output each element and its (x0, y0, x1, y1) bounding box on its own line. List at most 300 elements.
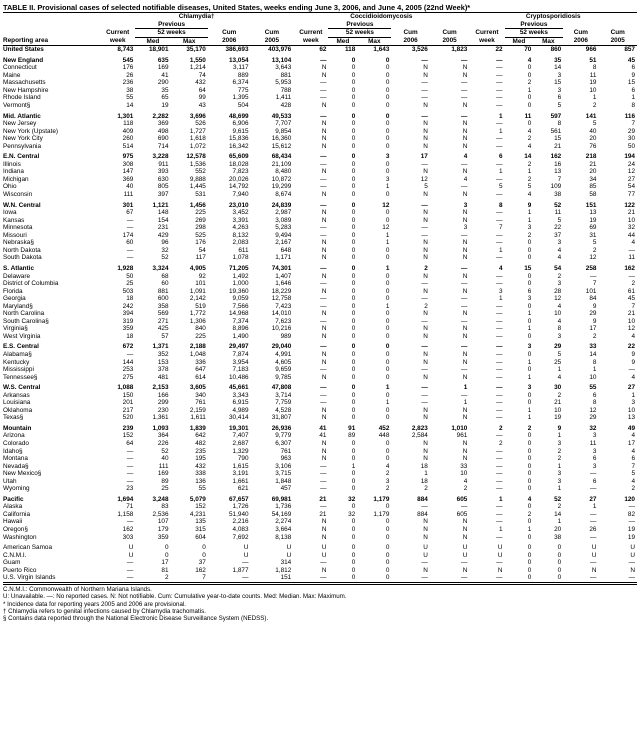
value-cell: 298 (195, 224, 206, 232)
value-cell: — (421, 56, 428, 64)
value-cell: 301 (122, 201, 134, 209)
value-cell: 4,989 (232, 406, 249, 414)
value-cell: 11 (554, 209, 562, 217)
value-cell: N (423, 102, 428, 110)
value-cell: 0 (351, 485, 356, 493)
value-cell: 1,618 (189, 135, 206, 143)
value-cell: 2,188 (189, 343, 206, 351)
value-cell: 0 (351, 358, 356, 366)
value-cell: U (462, 551, 468, 559)
value-cell: 9 (631, 358, 635, 366)
value-cell: 429 (157, 231, 169, 239)
value-cell: 7 (592, 280, 597, 288)
value-cell: 5 (592, 120, 597, 128)
value-cell: N (462, 191, 468, 199)
value-cell: 10,486 (229, 373, 249, 381)
value-cell: 7 (498, 224, 503, 232)
value-cell: N (462, 209, 468, 217)
value-cell: 49,533 (271, 112, 292, 120)
value-cell: 6 (592, 477, 597, 485)
value-cell: 226 (157, 439, 169, 447)
value-cell: 1 (385, 264, 390, 272)
value-cell: 0 (385, 358, 390, 366)
value-cell: 18,028 (229, 160, 249, 168)
footnote: C.N.M.I.: Commonwealth of Northern Mariana Islands. (3, 585, 152, 593)
value-cell: 4,991 (275, 350, 292, 358)
table-row (3, 399, 637, 407)
table-row (3, 288, 637, 296)
value-cell: — (496, 485, 503, 493)
value-cell: 0 (351, 64, 356, 72)
reporting-area-cell: Minnesota (3, 224, 33, 232)
value-cell: 1 (527, 406, 532, 414)
reporting-area-cell: Maine (3, 71, 21, 79)
value-cell: 21 (627, 209, 635, 217)
value-cell: N (321, 439, 327, 447)
value-cell: — (598, 574, 637, 582)
reporting-area-cell: Mountain (3, 424, 32, 432)
value-cell: 0 (351, 216, 356, 224)
value-cell: 0 (527, 366, 532, 374)
reporting-area-cell: Hawaii (3, 518, 23, 526)
value-cell: 235 (195, 447, 206, 455)
value-cell: 6,906 (232, 120, 249, 128)
value-cell: 0 (385, 414, 390, 422)
value-cell: — (496, 455, 503, 463)
value-cell: N (423, 287, 428, 295)
value-cell: U (591, 544, 597, 552)
cum-label: Cum (222, 29, 237, 37)
value-cell: 4 (631, 447, 635, 455)
value-cell: 8,132 (232, 231, 249, 239)
table-row (3, 295, 637, 303)
value-cell: 29 (589, 310, 597, 318)
value-cell: 761 (280, 447, 292, 455)
value-cell: 1,121 (152, 201, 169, 209)
value-cell: 635 (157, 56, 169, 64)
value-cell: 2,142 (189, 295, 206, 303)
value-cell: N (321, 254, 327, 262)
cum-label: Cum (610, 29, 625, 37)
value-cell: N (321, 64, 327, 72)
current-label: Current (475, 29, 499, 37)
value-cell: 111 (123, 191, 134, 199)
col-week: week (293, 37, 328, 46)
value-cell: U (321, 544, 327, 552)
value-cell: 0 (527, 551, 532, 559)
value-cell: N (423, 533, 428, 541)
cum-label: Cum (573, 29, 588, 37)
value-cell: 0 (351, 231, 356, 239)
value-cell: 2,153 (152, 384, 169, 392)
table-row (3, 440, 637, 448)
value-cell: 15 (524, 264, 532, 272)
value-cell: 28 (554, 287, 562, 295)
value-cell: 4,528 (275, 406, 292, 414)
value-cell: — (496, 350, 503, 358)
value-cell: 18 (126, 332, 134, 340)
value-cell: 481 (157, 373, 169, 381)
value-cell: 8 (631, 102, 635, 110)
value-cell: 336 (195, 358, 206, 366)
value-cell: 45 (627, 295, 635, 303)
value-cell: — (496, 175, 503, 183)
value-cell: 1 (592, 366, 597, 374)
value-cell: 169 (157, 470, 169, 478)
reporting-area-cell: Nebraska§ (3, 239, 34, 247)
value-cell: 1,694 (117, 495, 134, 503)
value-cell: 319 (122, 317, 134, 325)
value-cell: — (460, 56, 468, 64)
value-cell: 889 (237, 71, 249, 79)
value-cell: 4 (631, 432, 635, 440)
value-cell: 0 (351, 551, 356, 559)
value-cell: 4 (527, 127, 532, 135)
value-cell: — (496, 86, 503, 94)
value-cell: N (321, 455, 327, 463)
table-row (3, 414, 637, 422)
value-cell: 4 (385, 462, 390, 470)
value-cell: 2 (557, 455, 562, 463)
value-cell: 0 (385, 272, 390, 280)
value-cell: 3 (463, 201, 468, 209)
value-cell: N (630, 566, 635, 574)
footnote: § Contains data reported through the National Electronic Disease Surveillance System (NEDSS). (3, 615, 269, 623)
value-cell: 1,171 (275, 254, 292, 262)
value-cell: 308 (122, 160, 134, 168)
table-row (3, 143, 637, 151)
value-cell: 19,299 (271, 183, 292, 191)
value-cell: 18,901 (148, 46, 169, 54)
value-cell: 6 (631, 86, 635, 94)
reporting-area-cell: Mississippi (3, 366, 34, 374)
value-cell: 1 (592, 94, 597, 102)
value-cell: N (462, 533, 468, 541)
value-cell: 0 (351, 503, 356, 511)
value-cell: 0 (351, 317, 356, 325)
current-label: Current (299, 29, 323, 37)
value-cell: 961 (456, 432, 468, 440)
reporting-area-cell: Maryland§ (3, 302, 33, 310)
value-cell: 0 (385, 112, 390, 120)
value-cell: 11 (524, 112, 532, 120)
value-cell: 0 (351, 302, 356, 310)
value-cell: 3 (557, 71, 562, 79)
value-cell: 23,010 (229, 201, 249, 209)
value-cell: 7,940 (232, 191, 249, 199)
value-cell: 0 (527, 566, 532, 574)
value-cell: N (423, 566, 428, 574)
value-cell: 14 (554, 64, 562, 72)
value-cell: 2 (527, 135, 532, 143)
value-cell: — (242, 559, 249, 567)
value-cell: 8 (557, 120, 562, 128)
value-cell: 4 (631, 477, 635, 485)
value-cell: 1 (527, 325, 532, 333)
value-cell: 0 (385, 287, 390, 295)
col-max: Max (533, 37, 563, 46)
value-cell: — (460, 112, 468, 120)
value-cell: 0 (527, 272, 532, 280)
value-cell: 40 (589, 127, 597, 135)
value-cell: 1,214 (189, 64, 206, 72)
value-cell: 1,772 (189, 310, 206, 318)
value-cell: 2,282 (152, 112, 169, 120)
value-cell: — (320, 201, 327, 209)
value-cell: 369 (157, 120, 169, 128)
value-cell: 24 (627, 160, 635, 168)
value-cell: N (321, 287, 327, 295)
value-cell: 8,674 (275, 191, 292, 199)
value-cell: N (423, 447, 428, 455)
value-cell: 911 (158, 160, 169, 168)
value-cell: N (321, 373, 327, 381)
value-cell: 8 (592, 358, 597, 366)
value-cell: 82 (627, 510, 635, 518)
value-cell: 2 (557, 272, 562, 280)
value-cell: 7,707 (275, 120, 292, 128)
value-cell: — (391, 574, 429, 582)
value-cell: 18 (420, 477, 428, 485)
value-cell: — (496, 272, 503, 280)
value-cell: 1 (498, 295, 503, 303)
reporting-area-cell: New York (Upstate) (3, 127, 59, 135)
table-row (3, 209, 637, 217)
value-cell: 11 (589, 71, 597, 79)
value-cell: — (320, 477, 327, 485)
value-cell: 51 (589, 56, 597, 64)
value-cell: 49 (627, 424, 635, 432)
value-cell: 9,615 (232, 127, 249, 135)
value-cell: — (320, 366, 327, 374)
reporting-area-cell: Guam (3, 559, 21, 567)
value-cell: 3 (557, 239, 562, 247)
value-cell: N (462, 216, 468, 224)
value-cell: 1,445 (189, 183, 206, 191)
reporting-area-cell: Virginia§ (3, 325, 28, 333)
value-cell: — (590, 533, 597, 541)
value-cell: 0 (385, 332, 390, 340)
value-cell: 0 (527, 391, 532, 399)
table-row (3, 541, 637, 552)
value-cell: — (590, 559, 597, 567)
value-cell: 3,089 (275, 216, 292, 224)
value-cell: U (591, 551, 597, 559)
value-cell: 2 (527, 510, 532, 518)
value-cell: 1,490 (232, 332, 249, 340)
value-cell: 52 (554, 495, 562, 503)
value-cell: 1 (557, 518, 562, 526)
weeks52-label: 52 weeks (505, 29, 564, 38)
value-cell: 58 (589, 191, 597, 199)
value-cell: 7,423 (275, 302, 292, 310)
value-cell: 13 (627, 414, 635, 422)
value-cell: 2 (527, 79, 532, 87)
value-cell: — (496, 191, 503, 199)
col-max: Max (171, 37, 208, 46)
value-cell: — (469, 574, 504, 582)
value-cell: 0 (351, 71, 356, 79)
value-cell: 26 (126, 71, 134, 79)
value-cell: 1 (527, 414, 532, 422)
value-cell: 23 (126, 485, 134, 493)
value-cell: — (421, 86, 428, 94)
value-cell: U (630, 551, 635, 559)
value-cell: 0 (385, 526, 390, 533)
value-cell: — (496, 79, 503, 87)
table-row (3, 407, 637, 415)
value-cell: 7,566 (232, 302, 249, 310)
value-cell: U (423, 544, 428, 552)
value-cell: 5,953 (275, 79, 292, 87)
value-cell: — (496, 399, 503, 407)
value-cell: 0 (527, 477, 532, 485)
value-cell: 4 (631, 373, 635, 381)
value-cell: 648 (280, 246, 292, 254)
value-cell: 7,692 (232, 533, 249, 541)
value-cell: 8,743 (117, 46, 134, 54)
value-cell: 1,643 (373, 46, 390, 54)
value-cell: 0 (351, 246, 356, 254)
value-cell: — (496, 518, 503, 526)
reporting-area-cell: Arkansas (3, 391, 30, 399)
cum-label: Cum (442, 29, 457, 37)
value-cell: 31,807 (271, 414, 292, 422)
value-cell: 0 (328, 574, 357, 582)
value-cell: 0 (351, 526, 356, 533)
value-cell: 41 (319, 432, 327, 440)
value-cell: — (126, 477, 134, 485)
table-row (3, 183, 637, 191)
value-cell: 0 (351, 399, 356, 407)
value-cell: U (321, 551, 327, 559)
value-cell: 1 (498, 127, 503, 135)
value-cell: 0 (385, 56, 390, 64)
value-cell: 50 (126, 272, 134, 280)
value-cell: 9,785 (275, 373, 292, 381)
value-cell: 5 (592, 239, 597, 247)
value-cell: 303 (122, 533, 134, 541)
value-cell: 6 (592, 455, 597, 463)
value-cell: 15 (554, 79, 562, 87)
table-row (3, 310, 637, 318)
value-cell: 52 (161, 447, 169, 455)
value-cell: 0 (557, 566, 562, 574)
value-cell: 0 (202, 551, 206, 559)
value-cell: N (321, 102, 327, 110)
value-cell: N (423, 455, 428, 463)
value-cell: 3,714 (275, 391, 292, 399)
value-cell: — (496, 391, 503, 399)
col-2005: 2005 (430, 37, 470, 46)
value-cell: 457 (280, 485, 292, 493)
value-cell: N (423, 191, 428, 199)
value-cell: N (462, 373, 468, 381)
value-cell: 12 (554, 295, 562, 303)
value-cell: 4,263 (232, 224, 249, 232)
value-cell: — (126, 566, 134, 574)
value-cell: 68 (161, 272, 169, 280)
col-2005: 2005 (251, 37, 294, 46)
value-cell: U (423, 551, 428, 559)
value-cell: 122 (624, 201, 635, 209)
value-cell: 74 (198, 71, 206, 79)
value-cell: 378 (157, 366, 169, 374)
value-cell: 2 (424, 302, 428, 310)
value-cell: 144 (122, 358, 134, 366)
value-cell: N (462, 287, 468, 295)
value-cell: 6 (498, 153, 503, 161)
reporting-area-cell: North Dakota (3, 246, 41, 254)
table-row (3, 503, 637, 511)
value-cell: — (496, 135, 503, 143)
reporting-area-cell: Idaho§ (3, 447, 23, 455)
value-cell: 18 (420, 462, 428, 470)
table-row (3, 526, 637, 534)
reporting-area-cell: Wyoming (3, 485, 30, 493)
value-cell: — (421, 231, 428, 239)
reporting-area-cell: Oregon§ (3, 526, 28, 533)
value-cell: 0 (385, 246, 390, 254)
value-cell: 10 (554, 310, 562, 318)
value-cell: 1,848 (275, 477, 292, 485)
value-cell: 3 (385, 477, 390, 485)
value-cell: 0 (351, 477, 356, 485)
value-cell: 0 (385, 64, 390, 72)
value-cell: — (421, 224, 428, 232)
value-cell: 30 (627, 135, 635, 143)
table-row (3, 518, 637, 526)
value-cell: 3 (631, 399, 635, 407)
value-cell: 21 (319, 510, 327, 518)
value-cell: 1,158 (117, 510, 134, 518)
value-cell: — (628, 518, 635, 526)
value-cell: — (460, 264, 468, 272)
value-cell: 2,536 (152, 510, 169, 518)
value-cell: 1,877 (232, 566, 249, 574)
value-cell: 1 (527, 373, 532, 381)
value-cell: 0 (527, 470, 532, 478)
value-cell: 162 (195, 566, 206, 574)
value-cell: 3,715 (275, 470, 292, 478)
value-cell: 0 (351, 280, 356, 288)
value-cell: 1 (631, 94, 635, 102)
reporting-area-cell: North Carolina (3, 310, 45, 318)
value-cell: 1 (463, 399, 468, 407)
value-cell: — (496, 71, 503, 79)
value-cell: — (496, 358, 503, 366)
value-cell: 1 (557, 366, 562, 374)
value-cell: 315 (195, 526, 206, 533)
value-cell: 152 (122, 432, 134, 440)
reporting-area-cell: Colorado (3, 439, 29, 447)
weeks52-label: 52 weeks (328, 29, 391, 38)
value-cell: 525 (195, 231, 206, 239)
value-cell: 0 (527, 71, 532, 79)
value-cell: 0 (385, 373, 390, 381)
value-cell: 7,623 (275, 317, 292, 325)
table-row (3, 567, 637, 575)
value-cell: 13 (554, 168, 562, 176)
value-cell: — (496, 310, 503, 318)
value-cell: 8 (498, 201, 503, 209)
value-cell: 1,371 (152, 343, 169, 351)
value-cell: — (320, 224, 327, 232)
value-cell: — (126, 455, 134, 463)
value-cell: 2,987 (275, 209, 292, 217)
reporting-area-cell: Wisconsin (3, 191, 33, 199)
value-cell: 14 (554, 510, 562, 518)
